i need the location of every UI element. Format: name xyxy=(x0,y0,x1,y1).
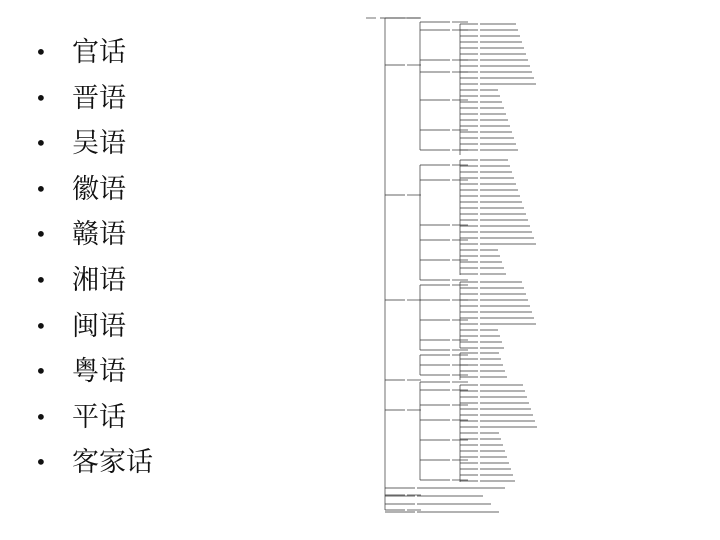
bullet-icon: • xyxy=(35,267,47,292)
dialect-label: 官话 xyxy=(72,37,126,68)
dialect-label: 平话 xyxy=(72,401,126,433)
dialect-list-item xyxy=(30,30,153,76)
bullet-icon: • xyxy=(35,176,47,201)
bullet-icon: • xyxy=(35,222,47,247)
dialect-label: 湘语 xyxy=(72,264,126,296)
dialect-label: 晋语 xyxy=(72,82,126,114)
dialect-list-item xyxy=(30,395,153,441)
dialect-list-item xyxy=(30,440,153,486)
dialect-list-item xyxy=(30,258,153,304)
dialect-label: 客家话 xyxy=(72,447,153,479)
dialect-label: 闽语 xyxy=(72,310,126,342)
bullet-icon: • xyxy=(35,85,47,110)
bullet-icon: • xyxy=(35,131,47,156)
dialect-label: 赣语 xyxy=(72,219,126,251)
bullet-icon: • xyxy=(35,313,47,338)
bullet-icon: • xyxy=(35,450,47,475)
dialect-list-item xyxy=(30,76,153,122)
dialect-tree-diagram xyxy=(360,10,705,530)
dialect-list xyxy=(30,30,153,486)
dialect-label: 吴语 xyxy=(72,128,126,160)
dialect-list-item xyxy=(30,304,153,350)
dialect-list-item xyxy=(30,167,153,213)
dialect-list-item xyxy=(30,121,153,167)
dialect-label: 徽语 xyxy=(72,173,126,205)
dialect-label: 粤语 xyxy=(72,356,126,388)
bullet-icon: • xyxy=(35,40,47,64)
bullet-icon: • xyxy=(35,359,47,384)
dialect-list-item xyxy=(30,212,153,258)
bullet-icon: • xyxy=(35,404,47,429)
dialect-list-item xyxy=(30,349,153,395)
